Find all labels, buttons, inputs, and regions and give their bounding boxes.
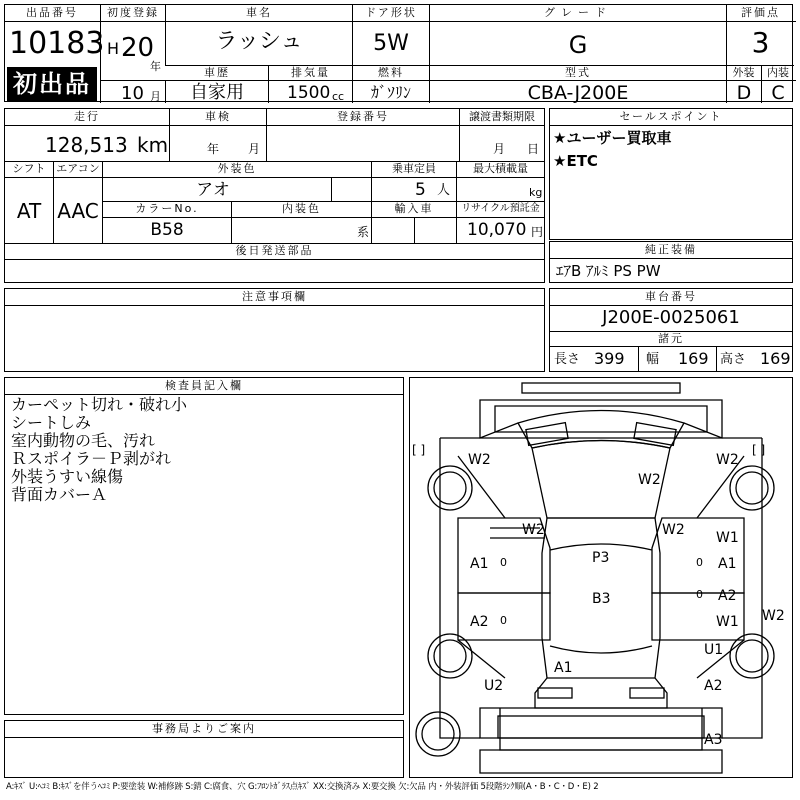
inspector-line-4: Ｒスポイラ－Ｐ剥がれ xyxy=(11,449,172,468)
color-no-label: カラーNo. xyxy=(135,202,199,215)
inspector-line-3: 室内動物の毛、汚れ xyxy=(11,431,156,450)
later-parts-label: 後日発送部品 xyxy=(235,244,314,257)
svg-text:0: 0 xyxy=(696,588,703,601)
height-label: 高さ xyxy=(720,352,747,367)
mark-w2-right-rear: W2 xyxy=(762,608,785,624)
year-unit: 年 xyxy=(150,60,161,73)
displacement: 1500 xyxy=(287,83,331,103)
capacity: 5 xyxy=(415,180,426,200)
recycle-label: リサイクル預託金 xyxy=(461,203,540,214)
interior-score: C xyxy=(771,82,785,104)
sales-point-1: ★ユーザー買取車 xyxy=(553,129,672,147)
mileage-unit: km xyxy=(137,133,169,157)
mark-a1-left-front-door: A1 xyxy=(470,556,489,572)
inspector-line-6: 背面カバーＡ xyxy=(11,485,108,504)
displacement-label: 排気量 xyxy=(291,66,330,79)
color-no: B58 xyxy=(150,220,184,240)
import-label: 輸入車 xyxy=(394,202,434,215)
chassis-block xyxy=(549,288,793,372)
vehicle-details-block xyxy=(4,108,545,283)
int-color-unit: 系 xyxy=(357,225,370,239)
recycle-unit: 円 xyxy=(531,225,544,239)
header-block xyxy=(4,4,793,102)
ext-color: アオ xyxy=(196,180,230,200)
mark-w2-front-right: W2 xyxy=(716,452,739,468)
inspector-line-2: シートしみ xyxy=(11,413,92,432)
equipment-value: ｴｱB ｱﾙﾐ PS PW xyxy=(556,262,661,280)
int-color-label: 内装色 xyxy=(282,202,321,215)
car-name-label: 車名 xyxy=(246,6,272,19)
lot-no-label: 出品番号 xyxy=(26,6,78,19)
capacity-unit: 人 xyxy=(437,183,451,198)
car-diagram-drawing xyxy=(410,378,792,777)
month-unit: 月 xyxy=(150,90,161,103)
mark-u1-right-quarter: U1 xyxy=(704,642,724,658)
mark-w2-hood: W2 xyxy=(638,472,661,488)
sales-points-label: セールスポイント xyxy=(619,110,723,123)
svg-text:0: 0 xyxy=(500,556,507,569)
chassis-label: 車台番号 xyxy=(645,290,697,303)
car-name: ラッシュ xyxy=(215,29,303,54)
mark-a2-right-quarter: A2 xyxy=(704,678,723,694)
inspector-line-5: 外装うすい線傷 xyxy=(11,467,124,486)
mark-p3-roof: P3 xyxy=(592,550,610,566)
dims-label: 諸元 xyxy=(658,332,684,345)
displacement-unit: cc xyxy=(332,90,345,103)
grade: G xyxy=(568,31,588,59)
reg-year: 20 xyxy=(121,33,155,63)
mark-a2-left-rear-door: A2 xyxy=(470,614,489,630)
fuel: ｶﾞｿﾘﾝ xyxy=(370,83,411,102)
reg-month: 10 xyxy=(121,83,144,104)
lot-no: 10183 xyxy=(9,26,105,61)
width-label: 幅 xyxy=(646,352,660,367)
inspector-line-1: カーペット切れ・破れ小 xyxy=(11,395,188,414)
sales-point-2: ★ETC xyxy=(553,152,598,170)
first-listing-text: 初出品 xyxy=(13,70,91,98)
max-load-unit: kg xyxy=(529,186,543,199)
door-label: ドア形状 xyxy=(365,6,417,19)
shift-label: シフト xyxy=(12,162,46,175)
length: 399 xyxy=(594,349,625,368)
shift: AT xyxy=(16,199,42,223)
mark-a3-back-door: A3 xyxy=(704,732,723,748)
bracket-left: [ ] xyxy=(412,443,426,457)
mark-w2-right-pillar: W2 xyxy=(662,522,685,538)
model-label: 型式 xyxy=(565,66,591,79)
transfer-label: 譲渡書類期限 xyxy=(469,110,535,123)
length-label: 長さ xyxy=(554,352,581,367)
history: 自家用 xyxy=(190,82,244,103)
model: CBA-J200E xyxy=(527,82,629,104)
transfer-month-unit: 月 xyxy=(493,142,506,156)
mark-w2-left-pillar: W2 xyxy=(522,522,545,538)
notes-block xyxy=(4,288,545,372)
car-diagram xyxy=(409,377,793,778)
score-label: 評価点 xyxy=(741,6,780,19)
inspection-label: 車検 xyxy=(205,110,231,123)
inspection-month-unit: 月 xyxy=(248,142,261,156)
recycle: 10,070 xyxy=(467,220,527,240)
sales-points-block xyxy=(549,108,793,240)
transfer-day-unit: 日 xyxy=(527,142,540,156)
door: 5W xyxy=(373,31,409,56)
exterior-score: D xyxy=(736,82,752,104)
mark-a1-right-front-door: A1 xyxy=(718,556,737,572)
grade-label: グレード xyxy=(544,6,612,19)
mark-w2-front-left: W2 xyxy=(468,452,491,468)
era: H xyxy=(107,39,120,58)
mark-w1-right-front-door: W1 xyxy=(716,530,739,546)
mark-a2-right-rear-door: A2 xyxy=(718,588,737,604)
mark-w1-right-rear-door: W1 xyxy=(716,614,739,630)
history-label: 車歴 xyxy=(204,66,230,79)
inspector-label: 検査員記入欄 xyxy=(165,379,243,392)
exterior-label: 外装 xyxy=(732,66,755,79)
chassis-number: J200E-0025061 xyxy=(602,307,740,328)
mark-b3-roof: B3 xyxy=(592,591,611,607)
score: 3 xyxy=(751,26,770,59)
width: 169 xyxy=(678,349,709,368)
max-load-label: 最大積載量 xyxy=(473,162,528,175)
inspector-block xyxy=(4,377,404,715)
ac: AAC xyxy=(57,199,99,223)
notes-label: 注意事項欄 xyxy=(242,290,307,303)
equipment-block xyxy=(549,241,793,283)
office-block xyxy=(4,720,404,778)
mark-a1-rear: A1 xyxy=(554,660,573,676)
svg-text:0: 0 xyxy=(500,614,507,627)
reg-no-label: 登録番号 xyxy=(337,110,389,123)
first-listing-badge xyxy=(7,67,97,101)
mark-u2-left-quarter: U2 xyxy=(484,678,504,694)
inspection-year-unit: 年 xyxy=(207,142,220,156)
mileage-label: 走行 xyxy=(74,110,100,123)
fuel-label: 燃料 xyxy=(378,66,404,79)
bracket-right: [ ] xyxy=(752,443,766,457)
mileage: 128,513 xyxy=(45,133,128,157)
ac-label: エアコン xyxy=(56,162,100,175)
svg-text:0: 0 xyxy=(696,556,703,569)
interior-label: 内装 xyxy=(767,66,789,79)
office-label: 事務局よりご案内 xyxy=(152,722,256,735)
equipment-label: 純正装備 xyxy=(645,243,697,256)
first-reg-label: 初度登録 xyxy=(107,6,159,19)
capacity-label: 乗車定員 xyxy=(392,162,436,175)
height: 169 xyxy=(760,349,791,368)
legend: A:ｷｽﾞ U:ﾍｺﾐ B:ｷｽﾞを伴うﾍｺﾐ P:要塗装 W:補修跡 S:錆 C:腐食、穴 G:ﾌﾛﾝﾄｶﾞﾗｽ点ｷｽﾞ XX:交換済み X:要交換 欠:欠品 内・外装評価 5段階ﾗﾝｸ順(A・B・C・D・E) 2 xyxy=(6,782,599,792)
ext-color-label: 外装色 xyxy=(217,162,257,175)
